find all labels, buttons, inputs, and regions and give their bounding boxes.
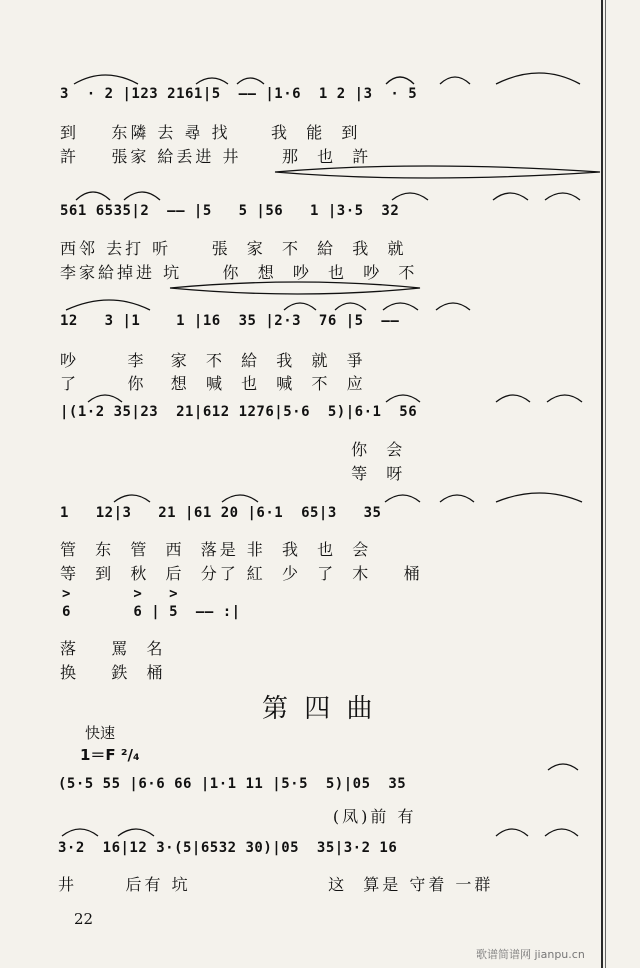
lyric-line-8a: 井 后有 坑 这 算是 守着 一群 <box>58 875 494 894</box>
crescendo-mark <box>170 282 420 294</box>
watermark: 歌谱简谱网 jianpu.cn <box>476 948 585 961</box>
slur-arc <box>74 75 138 84</box>
notation-line-4: |(1·2 35|23 21|612 1276|5·6 5)|6·1 56 <box>60 404 418 420</box>
slur-arc <box>88 395 122 402</box>
slur-arc <box>545 193 580 200</box>
slur-arc <box>196 78 228 84</box>
slur-arc <box>76 192 110 200</box>
lyric-line-6b: 换 鉄 桶 <box>60 663 166 682</box>
lyric-line-6a: 落 罵 名 <box>60 639 166 658</box>
lyric-line-1b: 許 張家 給丢进 井 那 也 許 <box>60 147 372 166</box>
slur-arc <box>496 395 530 402</box>
slur-arc <box>496 493 582 502</box>
lyric-line-5b: 等 到 秋 后 分了 紅 少 了 木 桶 <box>60 564 423 583</box>
lyric-line-3b: 了 你 想 喊 也 喊 不 应 <box>60 374 366 393</box>
slur-arc <box>284 303 316 310</box>
slur-arc <box>114 495 150 502</box>
lyric-line-5a: 管 东 管 西 落是 非 我 也 会 <box>60 540 372 559</box>
lyric-line-7a: (凤)前 有 <box>58 807 417 826</box>
lyric-line-1a: 到 东隣 去 尋 找 我 能 到 <box>60 123 361 142</box>
notation-line-2: 561 6535|2 —— |5 5 |56 1 |3·5 32 <box>60 203 400 219</box>
notation-line-3: 12 3 |1 1 |16 35 |2·3 76 |5 —— <box>60 313 400 329</box>
notation-line-5: 1 12|3 21 |61 20 |6·1 65|3 35 <box>60 505 382 521</box>
page-number: 22 <box>74 910 94 928</box>
slur-arc <box>496 73 580 84</box>
lyric-line-4b: 等 呀 <box>60 464 406 483</box>
slur-arc <box>66 300 150 310</box>
slur-arc <box>496 829 528 836</box>
accent-marks: > > > <box>62 586 179 602</box>
slur-arc <box>493 193 528 200</box>
slur-arc <box>118 829 154 836</box>
key-signature: 1＝F ²/₄ <box>80 746 140 764</box>
slur-arc <box>237 78 264 84</box>
crescendo-mark <box>275 166 600 178</box>
slur-arc <box>385 495 420 502</box>
notation-line-7: (5·5 55 |6·6 66 |1·1 11 |5·5 5)|05 35 <box>58 776 407 792</box>
slur-arc <box>440 495 474 502</box>
slur-arc <box>440 77 470 84</box>
tempo-marking: 快速 <box>85 724 116 742</box>
slur-arc <box>548 764 578 770</box>
slur-arc <box>386 77 414 84</box>
lyric-line-3a: 吵 李 家 不 給 我 就 爭 <box>60 351 366 370</box>
notation-line-6: 6 6 | 5 —— :| <box>62 604 241 620</box>
slur-arc <box>386 395 420 402</box>
section-title: 第 四 曲 <box>262 694 377 724</box>
slur-arc <box>547 395 582 402</box>
slur-arc <box>335 303 366 310</box>
slur-arc <box>383 303 418 310</box>
slur-arc <box>545 829 578 836</box>
lyric-line-2b: 李家給掉进 坑 你 想 吵 也 吵 不 <box>60 263 418 282</box>
slur-arc <box>392 193 428 200</box>
slur-arc <box>436 303 470 310</box>
notation-line-8: 3·2 16|12 3·(5|6532 30)|05 35|3·2 16 <box>58 840 398 856</box>
slur-arc <box>62 829 98 836</box>
lyric-line-2a: 西邻 去打 听 張 家 不 給 我 就 <box>60 239 407 258</box>
slur-arc <box>222 495 258 502</box>
notation-line-1: 3 · 2 |123 2161|5 —— |1·6 1 2 |3 · 5 <box>60 86 418 102</box>
slur-arc <box>124 192 160 200</box>
lyric-line-4a: 你 会 <box>60 440 406 459</box>
